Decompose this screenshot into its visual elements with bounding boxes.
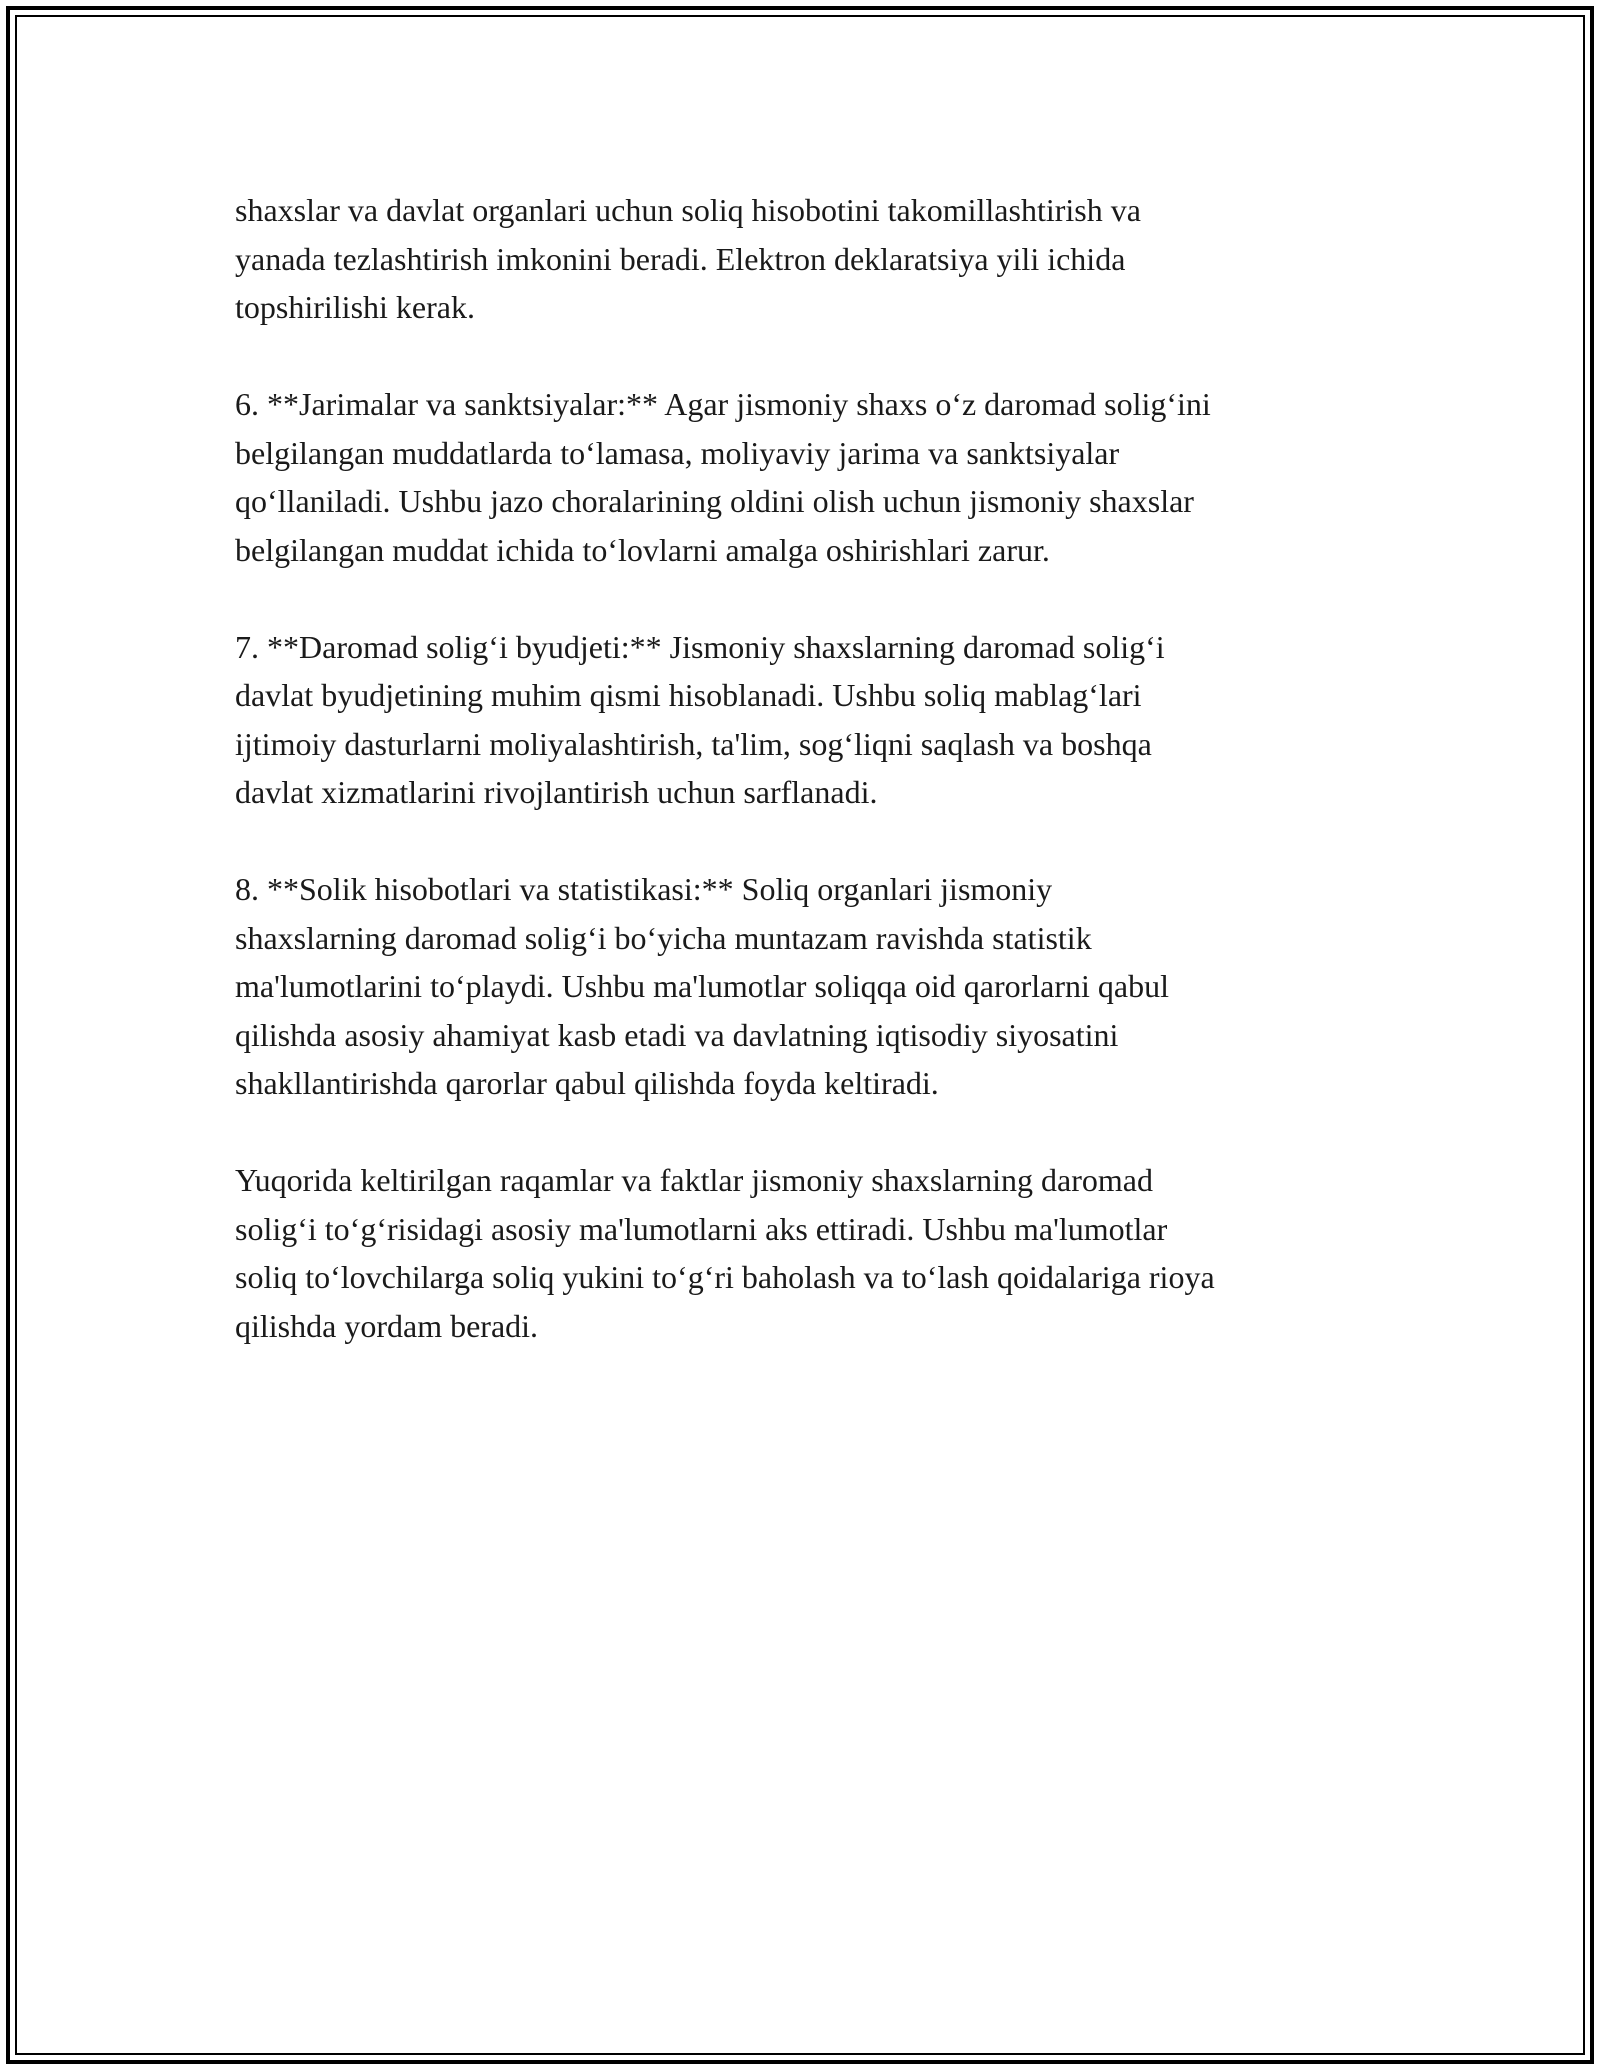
paragraph-income-tax-budget: 7. **Daromad solig‘i byudjeti:** Jismoniy shaxslarning daromad solig‘i davlat byudjetining muhim qismi hisoblanadi. Ushbu soliq mablag‘lari ijtimoiy dasturlarni moliyalashtirish, ta'lim, sog‘liqni saqlash va boshqa davlat xizmatlarini rivojlantirish uchun sarflanadi. <box>235 628 1165 810</box>
paragraph-conclusion: Yuqorida keltirilgan raqamlar va faktlar jismoniy shaxslarning daromad solig‘i to‘g‘risidagi asosiy ma'lumotlarni aks ettiradi. Ushbu ma'lumotlar soliq to‘lovchilarga soliq yukini to‘g‘ri baholash va to‘lash qoidalariga rioya qilishda yordam beradi. <box>235 1162 1215 1344</box>
paragraph-intro-continuation: shaxslar va davlat organlari uchun soliq hisobotini takomillashtirish va yanada tezlashtirish imkonini beradi. Elektron deklaratsiya yili ichida topshirilishi kerak. <box>235 192 1141 325</box>
paragraph-fines-and-sanctions: 6. **Jarimalar va sanktsiyalar:** Agar jismoniy shaxs o‘z daromad solig‘ini belgilangan muddatlarda to‘lamasa, moliyaviy jarima va sanktsiyalar qo‘llaniladi. Ushbu jazo choralarining oldini olish uchun jismoniy shaxslar belgilangan muddat ichida to‘lovlarni amalga oshirishlari zarur. <box>235 386 1211 568</box>
document-body <box>235 186 1375 1399</box>
paragraph-tax-reports-statistics: 8. **Solik hisobotlari va statistikasi:** Soliq organlari jismoniy shaxslarning daromad solig‘i bo‘yicha muntazam ravishda statistik ma'lumotlarini to‘playdi. Ushbu ma'lumotlar soliqqa oid qarorlarni qabul qilishda asosiy ahamiyat kasb etadi va davlatning iqtisodiy siyosatini shakllantirishda qarorlar qabul qilishda foyda keltiradi. <box>235 871 1170 1101</box>
